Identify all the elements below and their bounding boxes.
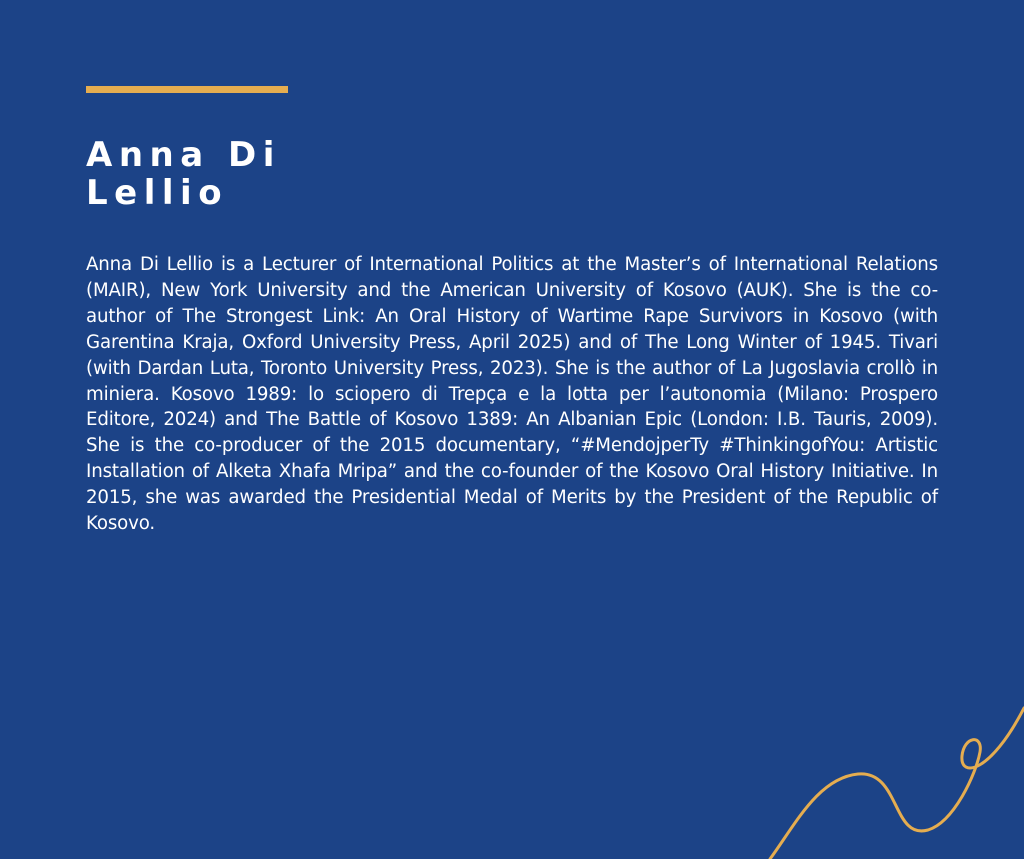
accent-bar xyxy=(86,86,288,93)
name-line-2: Lellio xyxy=(86,173,229,213)
name-heading xyxy=(86,136,406,212)
name-line-1: Anna Di xyxy=(86,135,281,175)
squiggle-decoration xyxy=(740,690,1024,859)
bio-paragraph: Anna Di Lellio is a Lecturer of International Politics at the Master’s of International Relations (MAIR), New York University and the American University of Kosovo (AUK). She is the co- author of The Strongest Link: An Oral History of Wartime Rape Survivors in Kosovo (with Garentina Kraja, Oxford University Press, April 2025) and of The Long Winter of 1945. Tivari (with Dardan Luta, Toronto University Press, 2023). She is the author of La Jugoslavia crollò in miniera. Kosovo 1989: lo sciopero di Trepça e la lotta per l’autonomia (Milano: Prospero Editore, 2024) and The Battle of Kosovo 1389: An Albanian Epic (London: I.B. Tauris, 2009). She is the co-producer of the 2015 documentary, “#MendojperTy #ThinkingofYou: Artistic Installation of Alketa Xhafa Mripa” and the co-founder of the Kosovo Oral History Initiative. In 2015, she was awarded the Presidential Medal of Merits by the President of the Republic of Kosovo. xyxy=(86,254,938,535)
